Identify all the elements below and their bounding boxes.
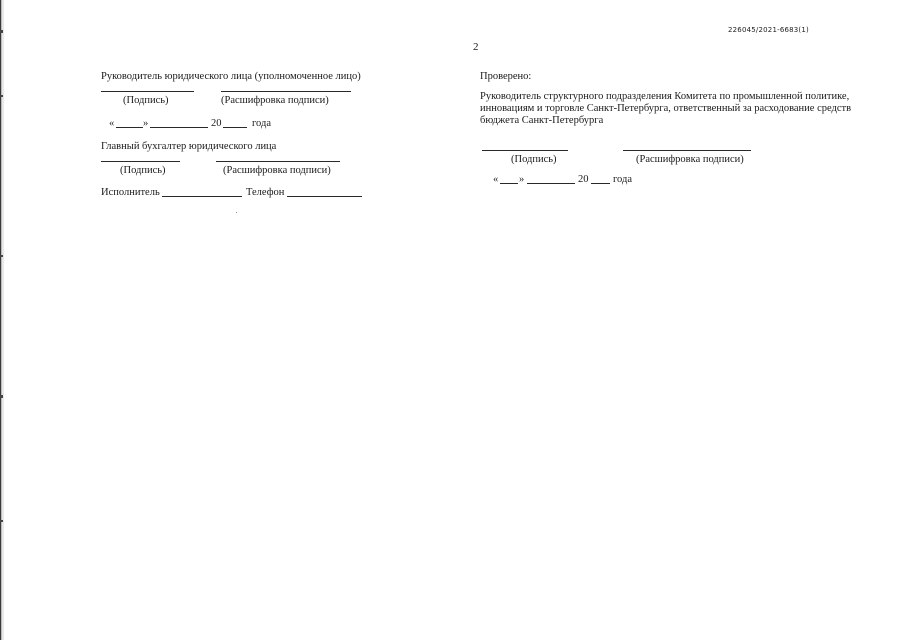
date-day-line	[116, 127, 143, 128]
responsible-line-1: Руководитель структурного подразделения Комитета по промышленной политике,	[480, 91, 850, 102]
date-year-suffix: года	[252, 118, 271, 129]
date-month-line	[150, 127, 208, 128]
right-date-year-prefix: 20	[578, 174, 589, 185]
scan-mark	[0, 30, 3, 33]
accountant-decoding-line	[216, 161, 340, 162]
scan-mark	[0, 255, 3, 257]
phone-line	[287, 196, 362, 197]
right-signature-line	[482, 150, 568, 151]
page-number: 2	[473, 41, 479, 53]
signature-caption: (Подпись)	[123, 95, 169, 106]
scan-dot	[236, 212, 237, 213]
decoding-caption: (Расшифровка подписи)	[221, 95, 329, 106]
right-decoding-caption: (Расшифровка подписи)	[636, 154, 744, 165]
scan-mark	[0, 520, 3, 522]
right-date-day-line	[500, 183, 518, 184]
responsible-line-2: инновациям и торговле Санкт-Петербурга, ответственный за расходование средств	[480, 103, 852, 114]
date-close-quote: »	[143, 118, 149, 129]
scan-mark	[0, 395, 3, 398]
right-date-year-suffix: года	[613, 174, 632, 185]
accountant-signature-line	[101, 161, 180, 162]
right-date-open-quote: «	[493, 174, 499, 185]
head-label: Руководитель юридического лица (уполномоченное лицо)	[101, 71, 361, 82]
decoding-line	[221, 91, 351, 92]
right-signature-caption: (Подпись)	[511, 154, 557, 165]
right-date-year-line	[591, 183, 610, 184]
executor-label: Исполнитель	[101, 187, 160, 198]
date-year-prefix: 20	[211, 118, 222, 129]
signature-line	[101, 91, 194, 92]
accountant-decoding-caption: (Расшифровка подписи)	[223, 165, 331, 176]
date-year-line	[223, 127, 247, 128]
date-open-quote: «	[109, 118, 115, 129]
document-number: 226045/2021-6683(1)	[728, 26, 809, 34]
executor-line	[162, 196, 242, 197]
accountant-signature-caption: (Подпись)	[120, 165, 166, 176]
phone-label: Телефон	[246, 187, 285, 198]
responsible-line-3: бюджета Санкт-Петербурга	[480, 115, 604, 126]
right-decoding-line	[623, 150, 751, 151]
checked-label: Проверено:	[480, 71, 532, 82]
scan-mark	[0, 95, 3, 97]
right-date-close-quote: »	[519, 174, 525, 185]
right-date-month-line	[527, 183, 575, 184]
accountant-label: Главный бухгалтер юридического лица	[101, 141, 277, 152]
